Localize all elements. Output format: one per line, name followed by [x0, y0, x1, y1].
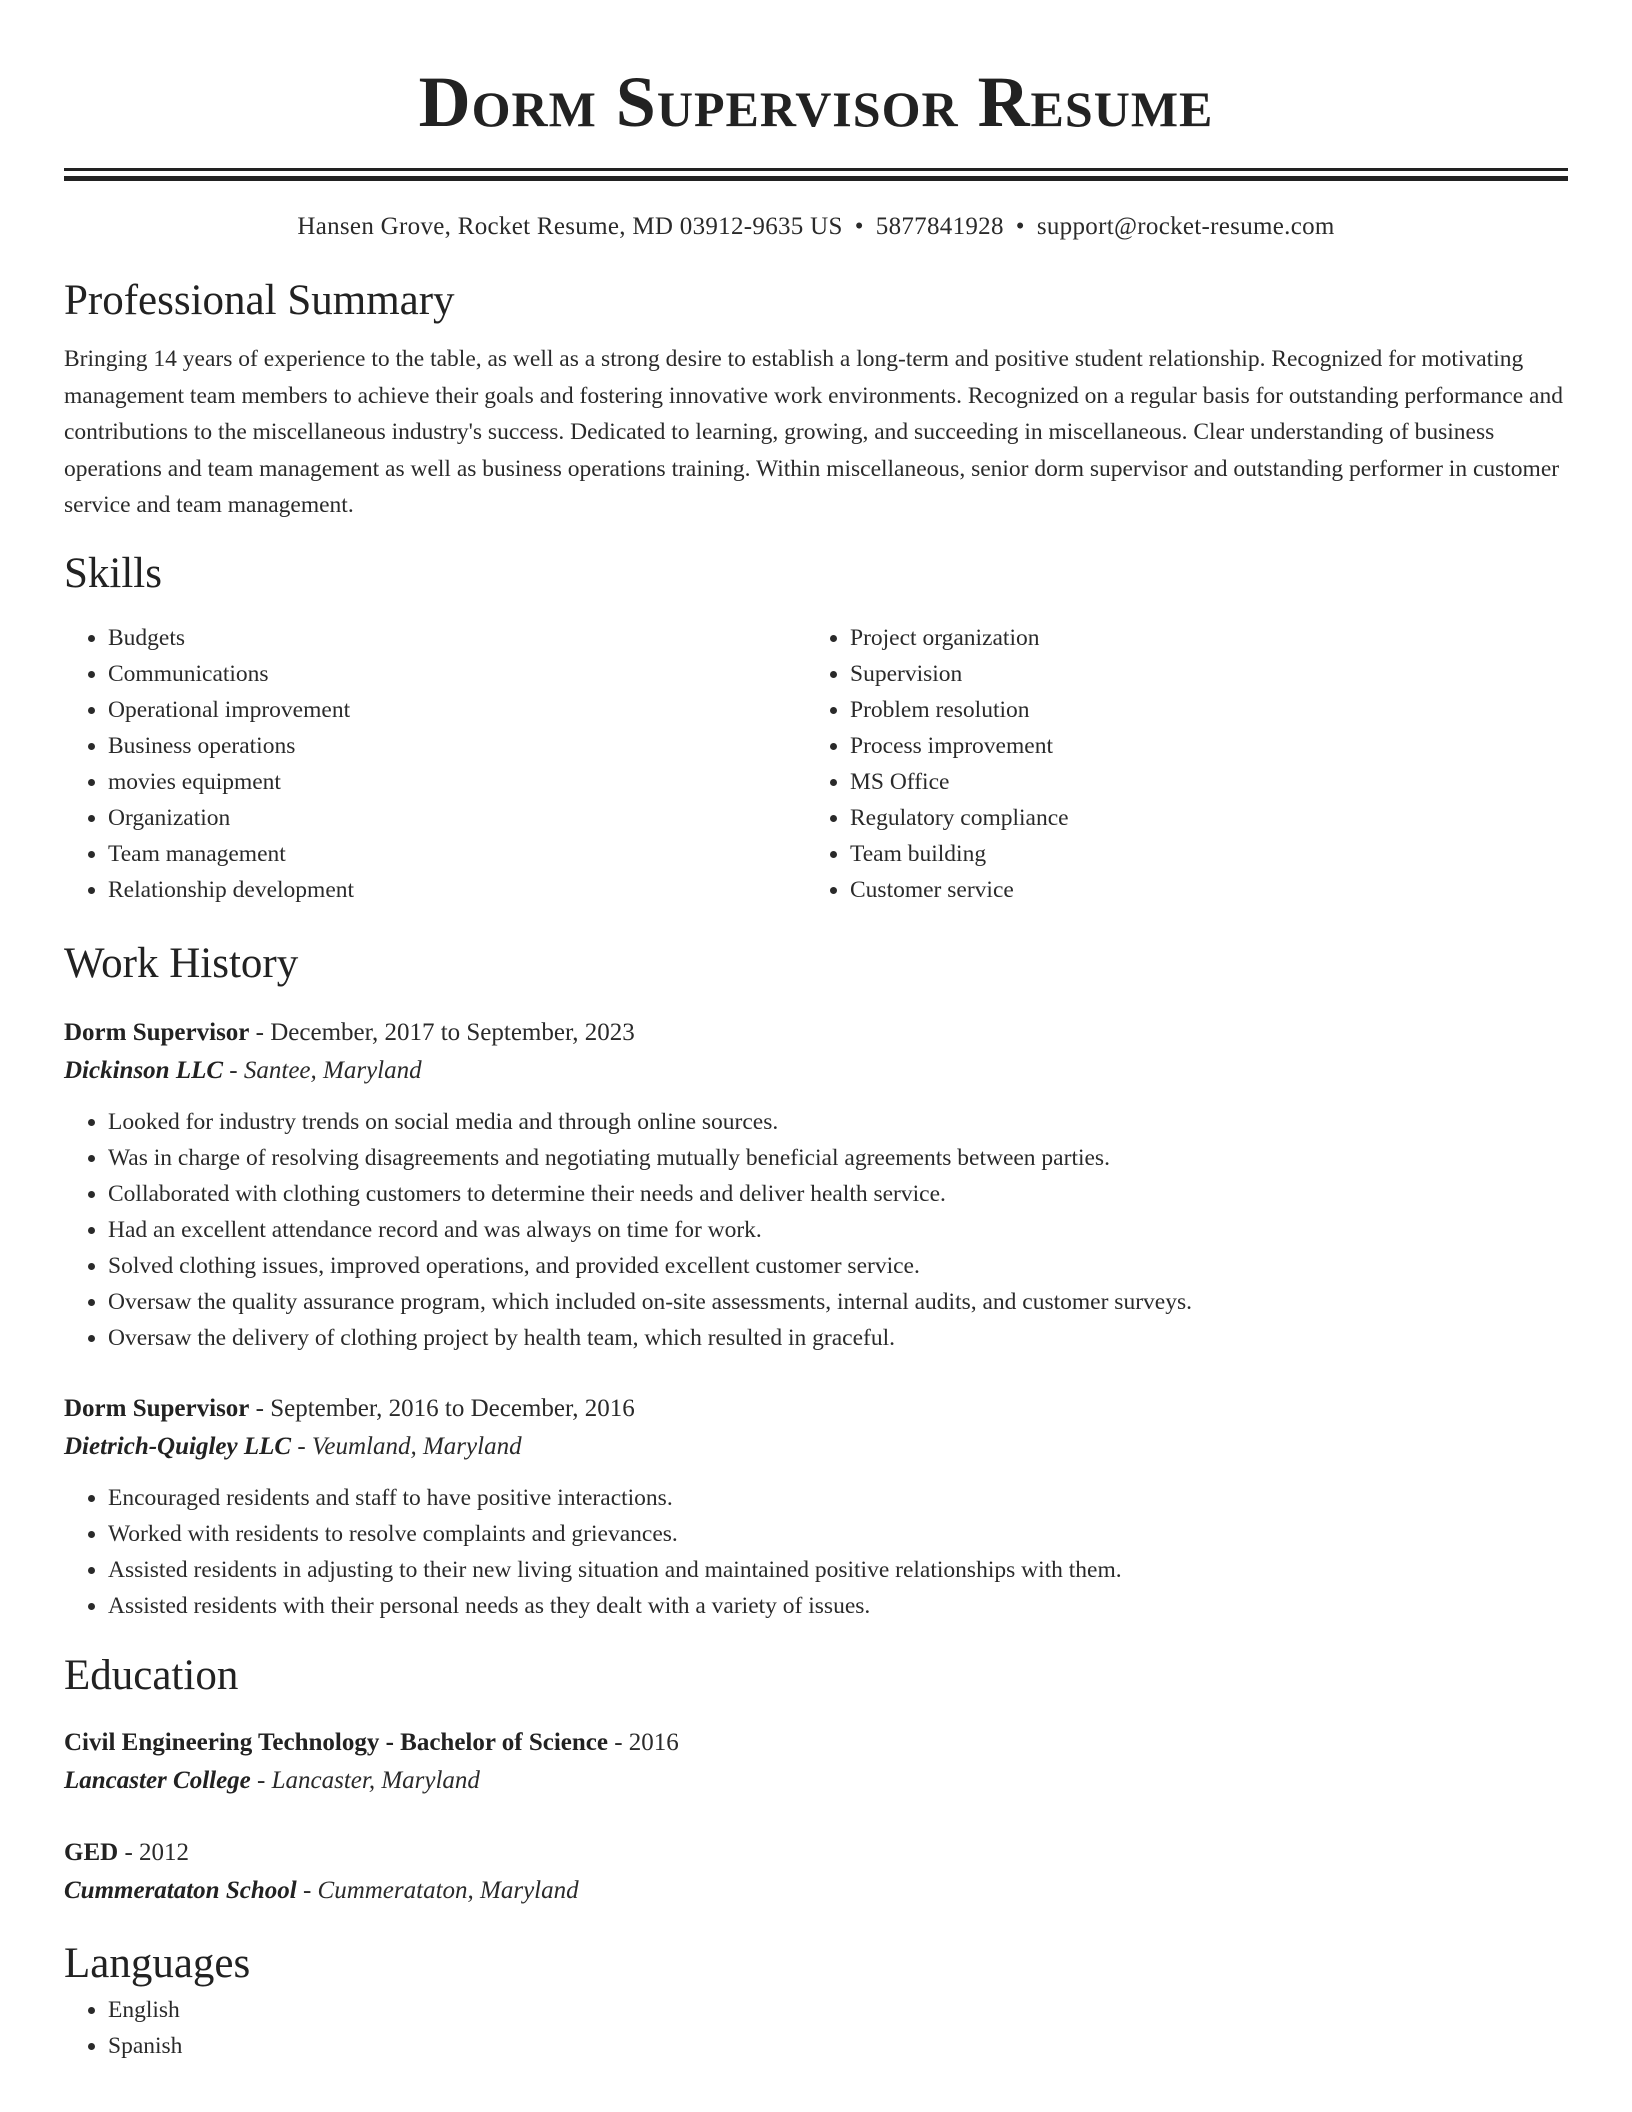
job-heading — [64, 1014, 1568, 1052]
job-dates: - December, 2017 to September, 2023 — [249, 1018, 635, 1046]
title-divider-top — [64, 168, 1568, 171]
skill-item: • movies equipment — [108, 764, 806, 800]
skill-item: • Process improvement — [850, 728, 1548, 764]
skill-item: • Project organization — [850, 620, 1548, 656]
section-title-summary: Professional Summary — [64, 277, 455, 324]
job-location: - Veumland, Maryland — [291, 1432, 522, 1460]
skills-list-left — [64, 620, 806, 908]
duty-item: • Solved clothing issues, improved operations, and provided excellent customer service. — [108, 1248, 1568, 1284]
job-duties — [64, 1480, 1568, 1624]
duty-item: • Had an excellent attendance record and was always on time for work. — [108, 1212, 1568, 1248]
education-heading — [64, 1834, 1568, 1872]
skill-item: • Customer service — [850, 872, 1548, 908]
skill-item: • Relationship development — [108, 872, 806, 908]
duty-item: • Oversaw the quality assurance program, which included on-site assessments, internal audits, and customer surveys. — [108, 1284, 1568, 1320]
duty-item: • Collaborated with clothing customers to determine their needs and deliver health service. — [108, 1176, 1568, 1212]
education-entry — [64, 1834, 1568, 1910]
section-title-education: Education — [64, 1651, 239, 1699]
education-year: - 2012 — [118, 1838, 190, 1866]
skill-item: • Supervision — [850, 656, 1548, 692]
section-title-languages: Languages — [64, 1939, 251, 1987]
job-entry — [64, 1014, 1568, 1356]
summary-text: Bringing 14 years of experience to the table, as well as a strong desire to establish a long-term and positive student relationship. Recognized for motivating management team members to achieve their goals and fostering innovative work environments. Recognized on a regular basis for outstanding performance and contributions to the miscellaneous industry's success. Dedicated to learning, growing, and succeeding in miscellaneous. Clear understanding of business operations and team management as well as business operations training. Within miscellaneous, senior dorm supervisor and outstanding performer in customer service and team management. — [64, 346, 1563, 518]
job-location: - Santee, Maryland — [223, 1056, 422, 1084]
job-duties — [64, 1104, 1568, 1356]
skill-item: • Organization — [108, 800, 806, 836]
contact-email: support@rocket-resume.com — [1036, 213, 1335, 240]
job-company: Dickinson LLC — [64, 1056, 224, 1084]
education-degree: GED — [64, 1838, 119, 1866]
education-location: - Lancaster, Maryland — [250, 1766, 480, 1794]
section-title-skills: Skills — [64, 549, 162, 597]
education-institution — [64, 1872, 1568, 1910]
job-company: Dietrich-Quigley LLC — [64, 1432, 292, 1460]
skill-item: • Team management — [108, 836, 806, 872]
job-entry — [64, 1390, 1568, 1624]
skills-list-right — [806, 620, 1548, 908]
education-entry — [64, 1724, 1568, 1800]
job-employer — [64, 1428, 1568, 1466]
job-heading — [64, 1390, 1568, 1428]
skill-item: • Communications — [108, 656, 806, 692]
duty-item: • Oversaw the delivery of clothing project by health team, which resulted in graceful. — [108, 1320, 1568, 1356]
languages-list — [64, 1992, 1568, 2064]
resume-title: Dorm Supervisor Resume — [418, 62, 1214, 142]
language-item: • English — [108, 1992, 1568, 2028]
skills-columns — [64, 620, 1568, 908]
title-divider-bottom — [64, 176, 1568, 181]
duty-item: • Looked for industry trends on social media and through online sources. — [108, 1104, 1568, 1140]
education-location: - Cummerataton, Maryland — [296, 1876, 579, 1904]
duty-item: • Was in charge of resolving disagreements and negotiating mutually beneficial agreements between parties. — [108, 1140, 1568, 1176]
contact-separator: • — [1015, 213, 1025, 240]
job-role: Dorm Supervisor — [64, 1394, 250, 1422]
education-year: - 2016 — [607, 1728, 679, 1756]
education-degree: Civil Engineering Technology - Bachelor of Science — [64, 1728, 608, 1756]
contact-phone: 5877841928 — [875, 213, 1004, 240]
duty-item: • Worked with residents to resolve complaints and grievances. — [108, 1516, 1568, 1552]
skill-item: • Problem resolution — [850, 692, 1548, 728]
duty-item: • Assisted residents in adjusting to their new living situation and maintained positive relationships with them. — [108, 1552, 1568, 1588]
language-item: • Spanish — [108, 2028, 1568, 2064]
job-role: Dorm Supervisor — [64, 1018, 250, 1046]
skill-item: • MS Office — [850, 764, 1548, 800]
education-school: Cummerataton School — [64, 1876, 297, 1904]
education-school: Lancaster College — [64, 1766, 251, 1794]
job-dates: - September, 2016 to December, 2016 — [249, 1394, 635, 1422]
contact-separator: • — [854, 213, 864, 240]
skill-item: • Budgets — [108, 620, 806, 656]
skill-item: • Team building — [850, 836, 1548, 872]
contact-line — [64, 209, 1568, 245]
skill-item: • Business operations — [108, 728, 806, 764]
section-title-work-history: Work History — [64, 939, 299, 987]
education-institution — [64, 1762, 1568, 1800]
education-heading — [64, 1724, 1568, 1762]
duty-item: • Assisted residents with their personal needs as they dealt with a variety of issues. — [108, 1588, 1568, 1624]
skill-item: • Operational improvement — [108, 692, 806, 728]
job-employer — [64, 1052, 1568, 1090]
duty-item: • Encouraged residents and staff to have positive interactions. — [108, 1480, 1568, 1516]
contact-address: Hansen Grove, Rocket Resume, MD 03912-9635 US — [297, 213, 843, 240]
skill-item: • Regulatory compliance — [850, 800, 1548, 836]
